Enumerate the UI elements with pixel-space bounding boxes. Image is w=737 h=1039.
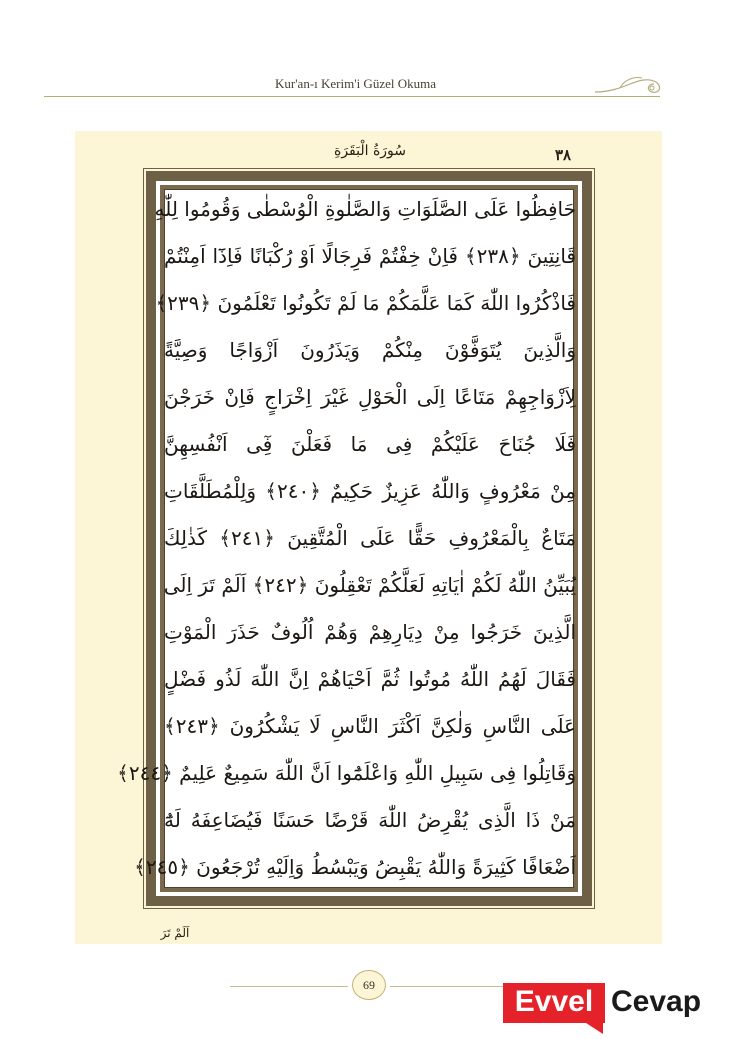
- verse-line: اَضْعَافًا كَثِيرَةً وَاللّٰهُ يَقْبِضُ وَيَبْسُطُ وَاِلَيْهِ تُرْجَعُونَ ﴿٢٤٥﴾: [134, 855, 576, 879]
- page-number-badge: [352, 970, 386, 1000]
- verse-line: فَقَالَ لَهُمُ اللّٰهُ مُوتُوا ثُمَّ اَحْيَاهُمْ اِنَّ اللّٰهَ لَذُو فَضْلٍ: [164, 667, 576, 691]
- verse-line: الَّذِينَ خَرَجُوا مِنْ دِيَارِهِمْ وَهُمْ اُلُوفٌ حَذَرَ الْمَوْتِ: [164, 620, 576, 644]
- header-divider: [44, 96, 660, 97]
- verse-line: قَانِتِينَ ﴿٢٣٨﴾ فَاِنْ خِفْتُمْ فَرِجَالًا اَوْ رُكْبَانًا فَاِذَٓا اَمِنْتُمْ: [164, 244, 576, 268]
- catch-word: اَلَمْ تَرَ: [160, 926, 190, 940]
- surah-name: سُورَةُ الْبَقَرَةِ: [333, 143, 407, 159]
- verse-line: حَافِظُوا عَلَى الصَّلَوَاتِ وَالصَّلٰوةِ الْوُسْطٰى وَقُومُوا لِلّٰهِ: [154, 197, 576, 221]
- verse-line: وَقَاتِلُوا فِى سَبِيلِ اللّٰهِ وَاعْلَمُٓوا اَنَّ اللّٰهَ سَمِيعٌ عَلِيمٌ ﴿٢٤٤﴾: [117, 761, 576, 785]
- footer-divider-left: [230, 986, 348, 987]
- page-number-arabic: ٣٨: [554, 146, 572, 164]
- verse-line: فَاذْكُرُوا اللّٰهَ كَمَا عَلَّمَكُمْ مَا لَمْ تَكُونُوا تَعْلَمُونَ ﴿٢٣٩﴾: [155, 291, 576, 315]
- logo-brand-black: Cevap: [611, 985, 702, 1018]
- verse-line: يُبَيِّنُ اللّٰهُ لَكُمْ اٰيَاتِهِ لَعَلَّكُمْ تَعْقِلُونَ ﴿٢٤٢﴾ اَلَمْ تَرَ اِلَى: [163, 573, 576, 597]
- verse-line: لِاَزْوَاجِهِمْ مَتَاعًا اِلَى الْحَوْلِ غَيْرَ اِخْرَاجٍ فَاِنْ خَرَجْنَ: [164, 385, 576, 409]
- verse-line: فَلَا جُنَاحَ عَلَيْكُمْ فِى مَا فَعَلْنَ فِٓى اَنْفُسِهِنَّ: [164, 432, 576, 456]
- verse-line: مَنْ ذَا الَّذِى يُقْرِضُ اللّٰهَ قَرْضًا حَسَنًا فَيُضَاعِفَهُ لَهُٓ: [164, 808, 576, 832]
- verse-line: وَالَّذِينَ يُتَوَفَّوْنَ مِنْكُمْ وَيَذَرُونَ اَزْوَاجًا وَصِيَّةً: [164, 338, 576, 362]
- footer-divider-right: [390, 986, 508, 987]
- verse-text-block: [117, 190, 576, 890]
- verse-line: عَلَى النَّاسِ وَلٰكِنَّ اَكْثَرَ النَّاسِ لَا يَشْكُرُونَ ﴿٢٤٣﴾: [164, 714, 576, 738]
- header-title: Kur'an-ı Kerim'i Güzel Okuma: [275, 76, 436, 91]
- verse-line: مَتَاعٌ بِالْمَعْرُوفِ حَقًّا عَلَى الْمُتَّقِينَ ﴿٢٤١﴾ كَذٰلِكَ: [164, 526, 576, 550]
- logo-red-box: [503, 983, 605, 1023]
- verse-line: مِنْ مَعْرُوفٍ وَاللّٰهُ عَزِيزٌ حَكِيمٌ ﴿٢٤٠﴾ وَلِلْمُطَلَّقَاتِ: [164, 479, 576, 503]
- logo-brand-red: Evvel: [514, 985, 594, 1018]
- logo-speech-tail-icon: [583, 1021, 603, 1034]
- page-number: 69: [363, 978, 375, 992]
